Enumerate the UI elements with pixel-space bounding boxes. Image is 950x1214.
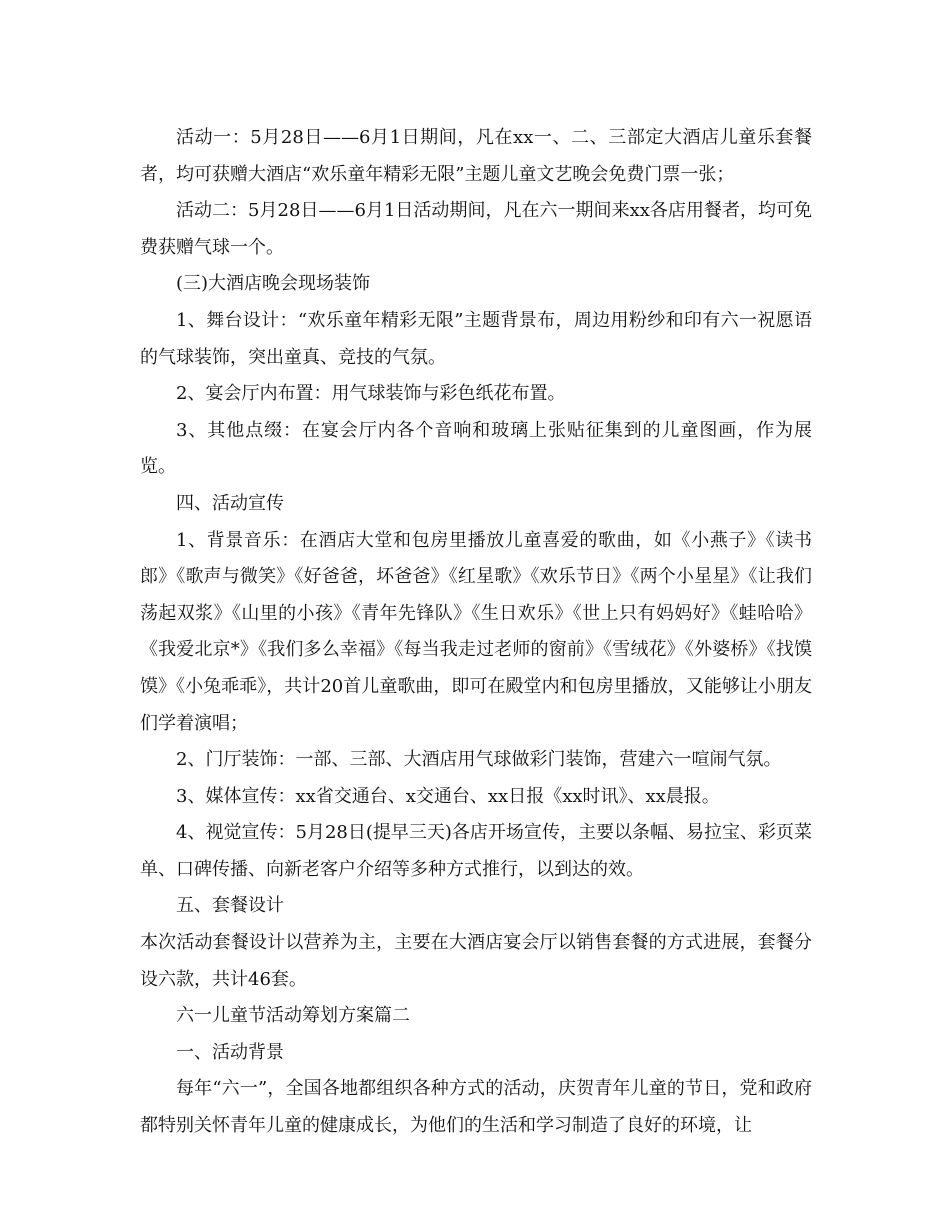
paragraph-background-text: 每年“六一”，全国各地都组织各种方式的活动，庆贺青年儿童的节日，党和政府都特别关怀青年儿童的健康成长，为他们的生活和学习制造了良好的环境，让: [140, 1078, 812, 1137]
heading-package-design: 五、套餐设计: [176, 895, 284, 917]
paragraph-hall-layout: 2、宴会厅内布置：用气球装饰与彩色纸花布置。: [176, 383, 566, 405]
paragraph-lobby-decoration: 2、门厅装饰：一部、三部、大酒店用气球做彩门装饰，营建六一喧闹气氛。: [176, 749, 782, 771]
paragraph-background-music: 1、背景音乐：在酒店大堂和包房里播放儿童喜爱的歌曲，如《小燕子》《读书郎》《歌声与微笑》《好爸爸，坏爸爸》《红星歌》《欢乐节日》《两个小星星》《让我们荡起双浆》《山里的小孩》《青年先锋队》《生日欢乐》《世上只有妈妈好》《蛙哈哈》《我爱北京*》《我们多么幸福》《每当我走过老师的窗前》《雪绒花》《外婆桥》《找馍馍》《小兔乖乖》，共计20首儿童歌曲，即可在殿堂内和包房里播放，又能够让小朋友们学着演唱；: [140, 529, 812, 734]
heading-activity-promotion: 四、活动宣传: [176, 492, 284, 514]
heading-plan-part-two: 六一儿童节活动筹划方案篇二: [176, 1005, 410, 1027]
paragraph-other-decor: 3、其他点缀：在宴会厅内各个音响和玻璃上张贴征集到的儿童图画，作为展览。: [140, 419, 812, 478]
heading-venue-decoration: (三)大酒店晚会现场装饰: [176, 273, 371, 295]
heading-activity-background: 一、活动背景: [176, 1041, 284, 1063]
paragraph-activity-one: 活动一：5月28日——6月1日期间，凡在xx一、二、三部定大酒店儿童乐套餐者，均可获赠大酒店“欢乐童年精彩无限”主题儿童文艺晚会免费门票一张；: [140, 127, 812, 185]
document-page: [140, 120, 812, 1145]
paragraph-package-details: 本次活动套餐设计以营养为主，主要在大酒店宴会厅以销售套餐的方式进展，套餐分设六款，共计46套。: [140, 932, 812, 990]
paragraph-visual-promotion: 4、视觉宣传：5月28日(提早三天)各店开场宣传，主要以条幅、易拉宝、彩页菜单、口碑传播、向新老客户介绍等多种方式推行，以到达的效。: [140, 822, 812, 880]
paragraph-activity-two: 活动二：5月28日——6月1日活动期间，凡在六一期间来xx各店用餐者，均可免费获赠气球一个。: [140, 200, 812, 258]
paragraph-stage-design: 1、舞台设计：“欢乐童年精彩无限”主题背景布，周边用粉纱和印有六一祝愿语的气球装饰，突出童真、竞技的气氛。: [140, 309, 812, 368]
paragraph-media-promotion: 3、媒体宣传：xx省交通台、x交通台、xx日报《xx时讯》、xx晨报。: [176, 785, 720, 807]
